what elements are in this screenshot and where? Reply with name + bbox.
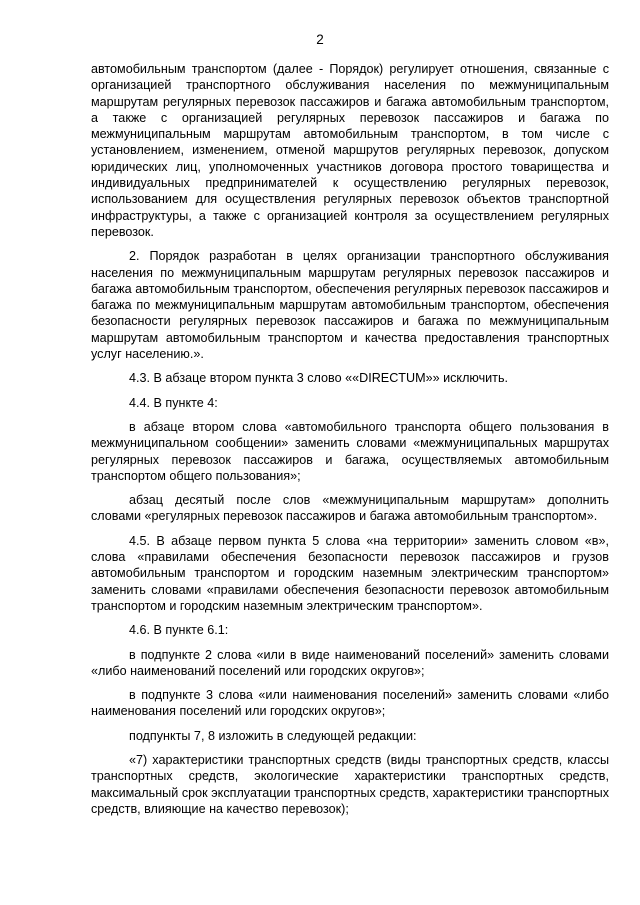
- paragraph-4-5: 4.5. В абзаце первом пункта 5 слова «на территории» заменить словом «в», слова «правилами обеспечения безопасности перевозок пассажиров и грузов автомобильным транспортом и городским наземным электрическим транспортом» заменить словами «правилами обеспечения безопасности перевозок автомобильным транспортом и городским наземным электрическим транспортом».: [91, 533, 609, 613]
- paragraph-4-6: 4.6. В пункте 6.1:: [129, 623, 229, 638]
- paragraph-4-6-subitem-2: в подпункте 2 слова «или в виде наименований поселений» заменить словами «либо наименований поселений или городских округов»;: [91, 647, 609, 678]
- paragraph-4-4-tenth-abzac: абзац десятый после слов «межмуниципальным маршрутам» дополнить словами «регулярных перевозок пассажиров и багажа автомобильным транспортом».: [91, 493, 609, 524]
- page-number: 2: [316, 32, 324, 47]
- paragraph-4-6-subitem-3: в подпункте 3 слова «или наименования поселений» заменить словами «либо наименования поселений или городских округов»;: [91, 688, 609, 719]
- paragraph-4-4-second-abzac: в абзаце втором слова «автомобильного транспорта общего пользования в межмуниципальном сообщении» заменить словами «межмуниципальных маршрутах регулярных перевозок пассажиров и багажа, осуществляемых автомобильным транспортом общего пользования»;: [91, 419, 609, 483]
- paragraph-4-4: 4.4. В пункте 4:: [129, 395, 218, 410]
- paragraph-continuation: автомобильным транспортом (далее - Порядок) регулирует отношения, связанные с организацией транспортного обслуживания населения по межмуниципальным маршрутам регулярных перевозок пассажиров и багажа автомобильным транспортом, а также с организацией регулярных перевозок пассажиров и багажа по межмуниципальным маршрутам автомобильным транспортом, в том числе с установлением, изменением, отменой маршрутов регулярных перевозок, допуском юридических лиц, уполномоченных участников договора простого товарищества и индивидуальных предпринимателей к осуществлению регулярных перевозок, использованием для осуществления регулярных перевозок объектов транспортной инфраструктуры, а также с организацией контроля за осуществлением регулярных перевозок.: [91, 62, 609, 239]
- paragraph-4-3: 4.3. В абзаце втором пункта 3 слово ««DIRECTUM»» исключить.: [129, 371, 509, 386]
- paragraph-4-6-subitems-7-8: подпункты 7, 8 изложить в следующей редакции:: [129, 728, 417, 743]
- paragraph-item-2: 2. Порядок разработан в целях организации транспортного обслуживания населения по межмуниципальным маршрутам регулярных перевозок пассажиров и багажа автомобильным транспортом, обеспечения регулярных перевозок пассажиров и багажа по межмуниципальным маршрутам автомобильным транспортом, обеспечения безопасности регулярных перевозок пассажиров и багажа по межмуниципальным маршрутам автомобильным транспортом и качества предоставления транспортных услуг населению.».: [91, 249, 609, 362]
- document-body: [91, 61, 609, 817]
- paragraph-new-subitem-7: «7) характеристики транспортных средств (виды транспортных средств, классы транспортных средств, экологические характеристики транспортных средств, максимальный срок эксплуатации транспортных средств, характеристики транспортных средств, влияющие на качество перевозок);: [91, 752, 609, 816]
